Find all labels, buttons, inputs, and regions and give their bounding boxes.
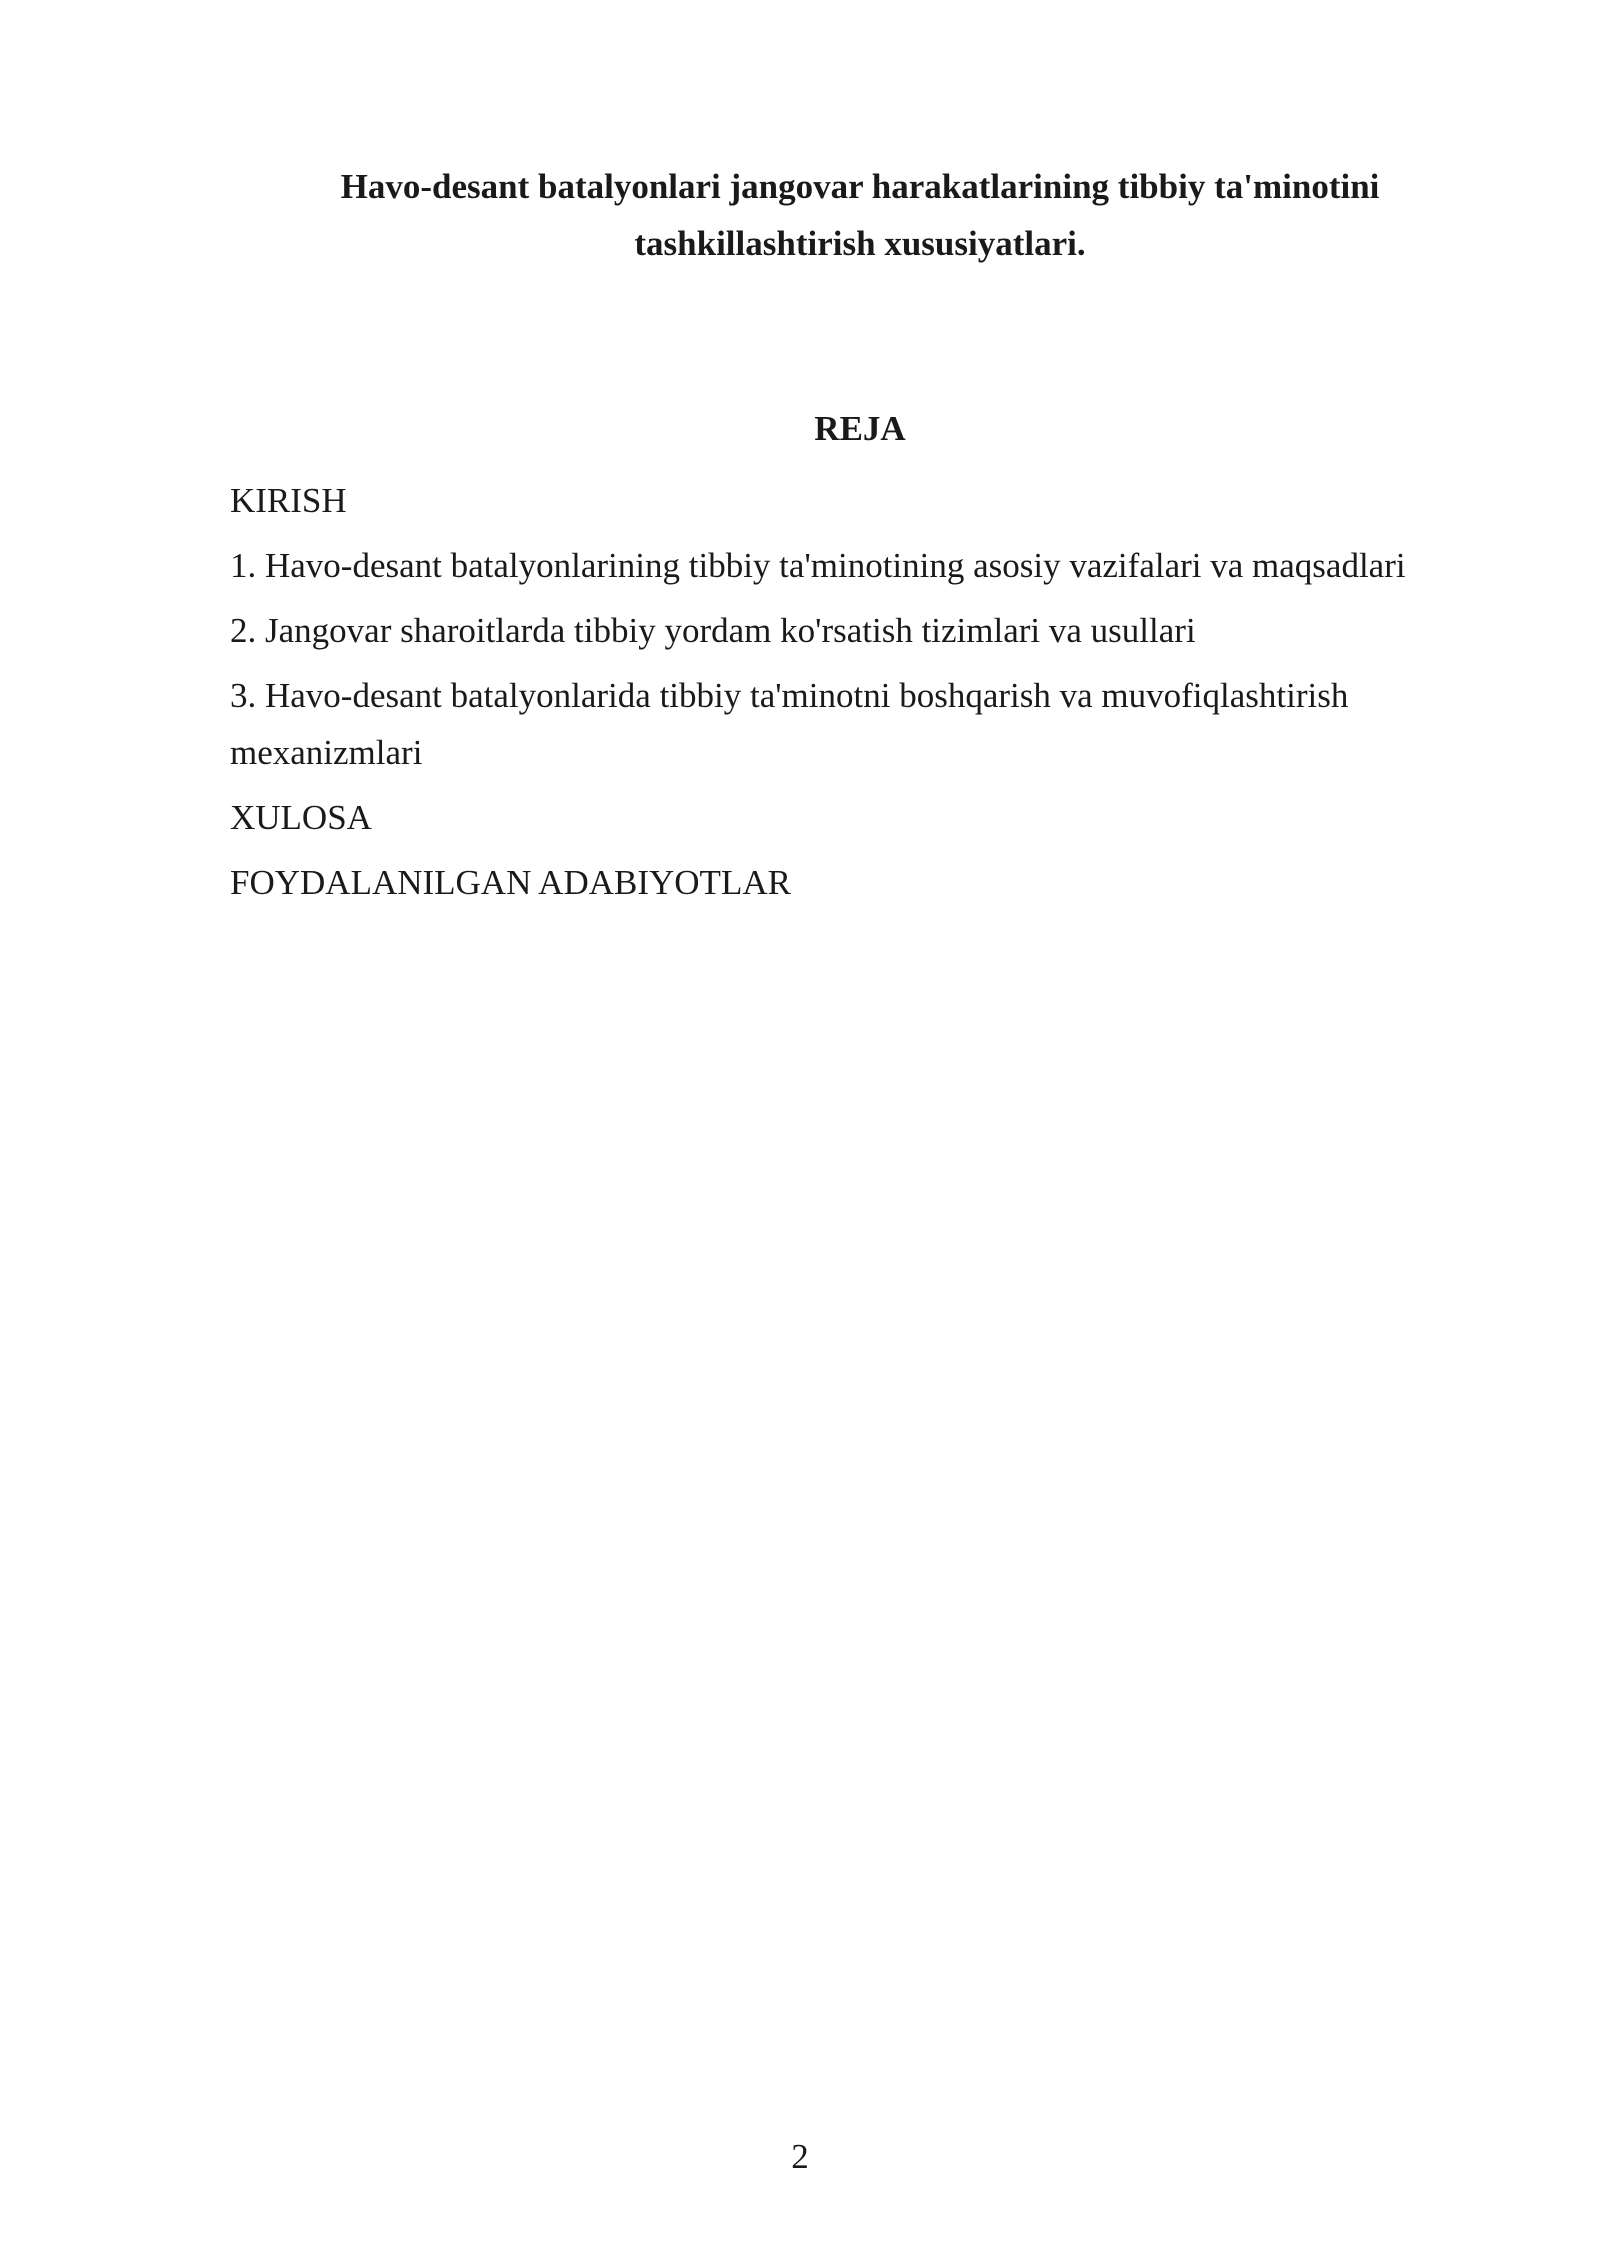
toc-item-3: 3. Havo-desant batalyonlarida tibbiy ta'minotni boshqarish va muvofiqlashtirish mexanizmlari — [230, 676, 1349, 772]
toc-item-intro: KIRISH — [230, 481, 347, 520]
toc-item-1: 1. Havo-desant batalyonlarining tibbiy ta'minotining asosiy vazifalari va maqsadlari — [230, 546, 1406, 585]
plan-heading: REJA — [814, 409, 906, 448]
toc-item-conclusion: XULOSA — [230, 798, 372, 837]
document-title: Havo-desant batalyonlari jangovar harakatlarining tibbiy ta'minotini tashkillashtirish xususiyatlari. — [340, 167, 1380, 263]
page-number: 2 — [791, 2137, 809, 2176]
toc-item-references: FOYDALANILGAN ADABIYOTLAR — [230, 863, 791, 902]
table-of-contents — [230, 472, 1490, 919]
toc-item-2: 2. Jangovar sharoitlarda tibbiy yordam ko'rsatish tizimlari va usullari — [230, 611, 1196, 650]
